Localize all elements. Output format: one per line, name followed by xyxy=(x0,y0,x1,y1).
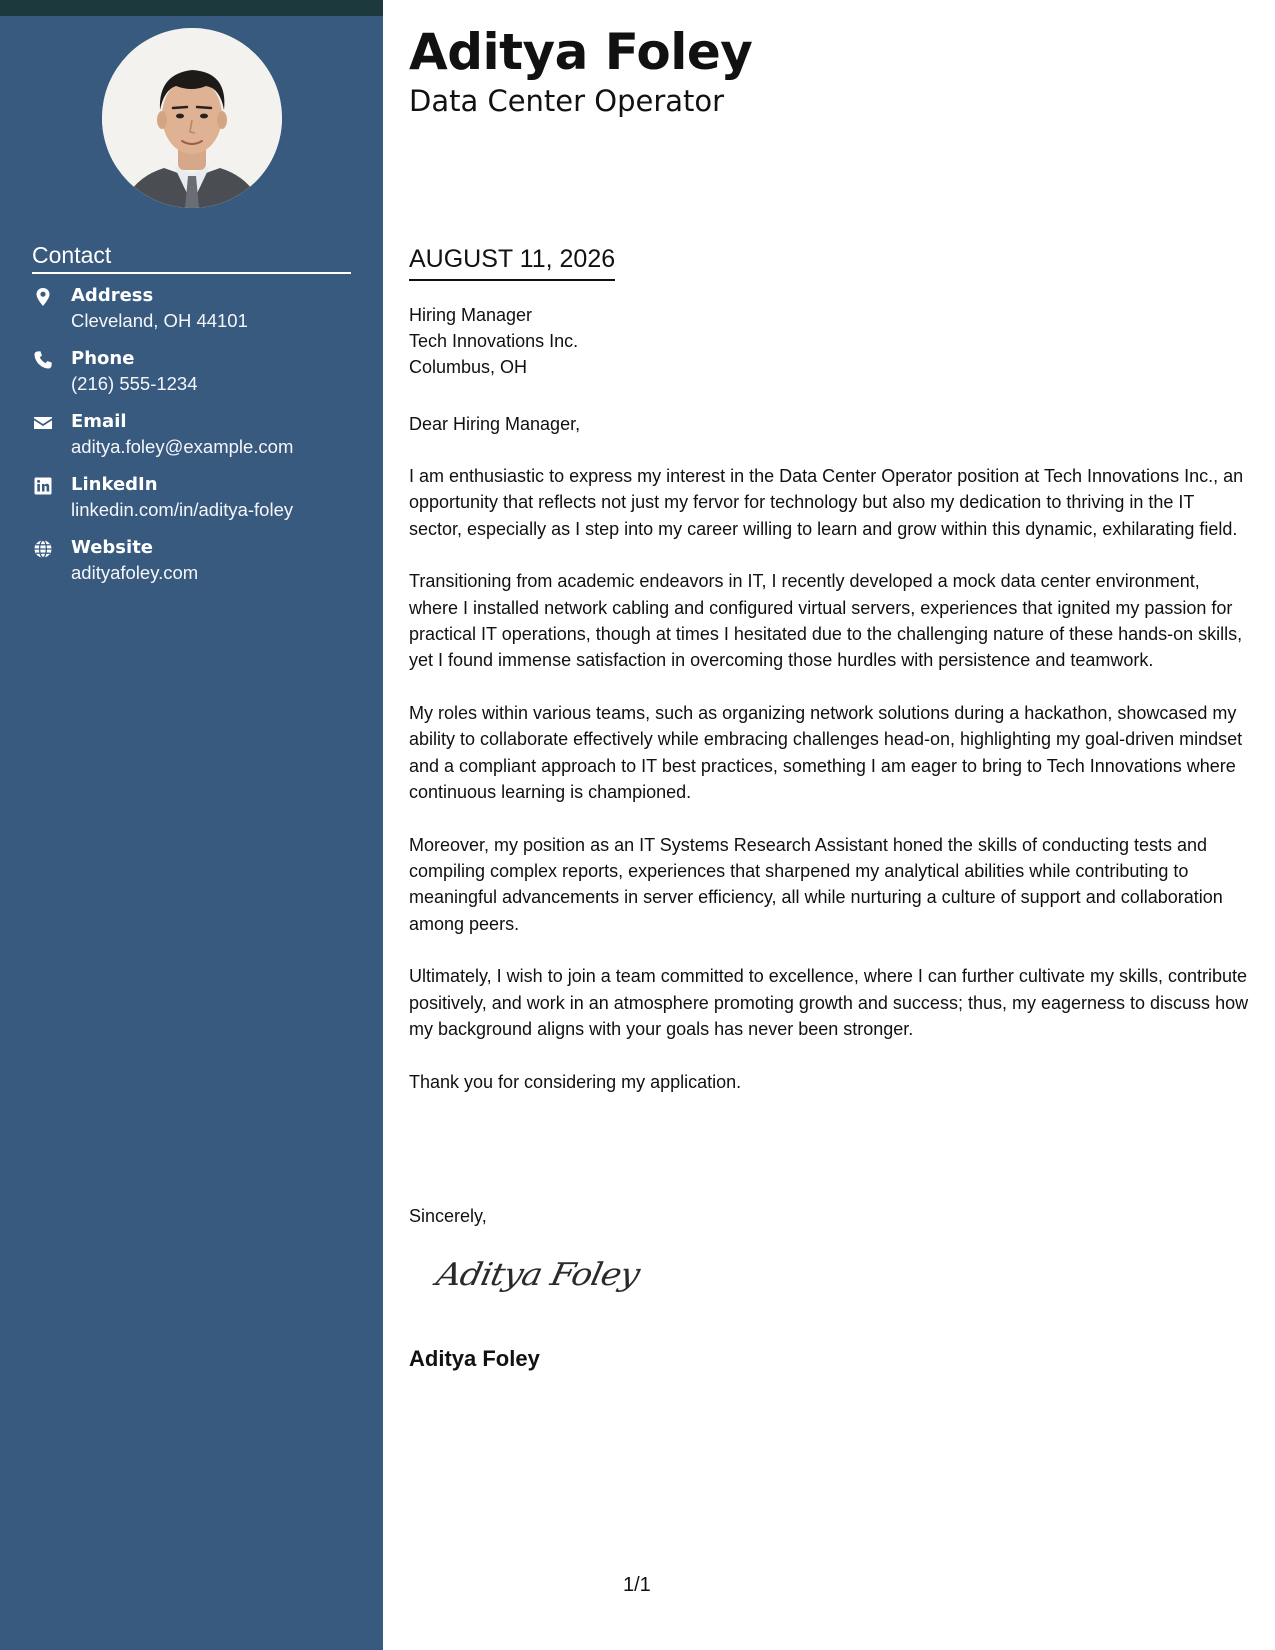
envelope-icon xyxy=(33,413,53,433)
contact-value[interactable]: linkedin.com/in/aditya-foley xyxy=(71,499,294,520)
applicant-name: Aditya Foley xyxy=(409,23,753,81)
recipient-line: Hiring Manager xyxy=(409,305,533,325)
profile-photo xyxy=(102,28,282,208)
sidebar xyxy=(0,0,383,1650)
salutation: Dear Hiring Manager, xyxy=(409,414,581,434)
job-title: Data Center Operator xyxy=(409,84,725,118)
contact-heading: Contact xyxy=(32,240,351,274)
signature: Aditya Foley xyxy=(433,1256,643,1294)
letter-main xyxy=(409,0,1251,1650)
contact-value: (216) 555-1234 xyxy=(71,373,198,394)
body-paragraph: My roles within various teams, such as organizing network solutions during a hackathon, showcased my ability to collaborate effectively while embracing challenges head-on, highlighting my goal-driven mindset and a compliant approach to IT best practices, something I am eager to bring to Tech Innovations where continuous learning is championed. xyxy=(409,703,1243,802)
contact-label: Address xyxy=(71,285,154,306)
letter-date: AUGUST 11, 2026 xyxy=(409,243,615,281)
contact-item-linkedin xyxy=(32,473,362,536)
recipient-line: Tech Innovations Inc. xyxy=(409,331,579,351)
contact-label: LinkedIn xyxy=(71,474,158,495)
body-paragraph: Moreover, my position as an IT Systems Research Assistant honed the skills of conducting tests and compiling complex reports, experiences that sharpened my analytical abilities while contributing to meaningful advancements in server efficiency, all while nurturing a culture of support and collaboration among peers. xyxy=(409,834,1223,934)
page-number: 1/1 xyxy=(623,1574,651,1596)
contact-label: Website xyxy=(71,537,154,558)
phone-icon xyxy=(33,350,53,370)
contact-item-website xyxy=(32,536,362,599)
map-pin-icon xyxy=(33,287,53,307)
contact-value[interactable]: adityafoley.com xyxy=(71,562,199,583)
contact-item-email xyxy=(32,410,362,473)
contact-label: Email xyxy=(71,411,127,432)
sidebar-top-bar xyxy=(0,0,383,16)
contact-value[interactable]: aditya.foley@example.com xyxy=(71,436,294,457)
contact-value: Cleveland, OH 44101 xyxy=(71,310,248,331)
closing: Sincerely, xyxy=(409,1206,487,1226)
signer-name: Aditya Foley xyxy=(409,1346,540,1371)
body-paragraph: Transitioning from academic endeavors in IT, I recently developed a mock data center environment, where I installed network cabling and configured virtual servers, experiences that ignited my passion for practical IT operations, though at times I hesitated due to the challenging nature of these hands-on skills, yet I found immense satisfaction in overcoming those hurdles with persistence and teamwork. xyxy=(409,571,1243,671)
contact-list xyxy=(32,284,362,599)
body-paragraph: I am enthusiastic to express my interest in the Data Center Operator position at Tech Innovations Inc., an opportunity that reflects not just my fervor for technology but also my dedication to thriving in the IT sector, especially as I step into my career willing to learn and grow within this dynamic, exhilarating field. xyxy=(409,466,1244,539)
avatar xyxy=(102,28,282,208)
letter-body xyxy=(409,463,1251,1122)
contact-item-address xyxy=(32,284,362,347)
contact-label: Phone xyxy=(71,348,135,369)
recipient-line: Columbus, OH xyxy=(409,357,528,377)
recipient-block xyxy=(409,302,578,380)
body-paragraph: Ultimately, I wish to join a team committed to excellence, where I can further cultivate my skills, contribute positively, and work in an atmosphere promoting growth and success; thus, my eagerness to discuss how my background aligns with your goals has never been stronger. xyxy=(409,966,1249,1040)
body-paragraph: Thank you for considering my application. xyxy=(409,1071,742,1092)
linkedin-icon xyxy=(33,476,53,496)
contact-item-phone xyxy=(32,347,362,410)
globe-icon xyxy=(33,539,53,559)
